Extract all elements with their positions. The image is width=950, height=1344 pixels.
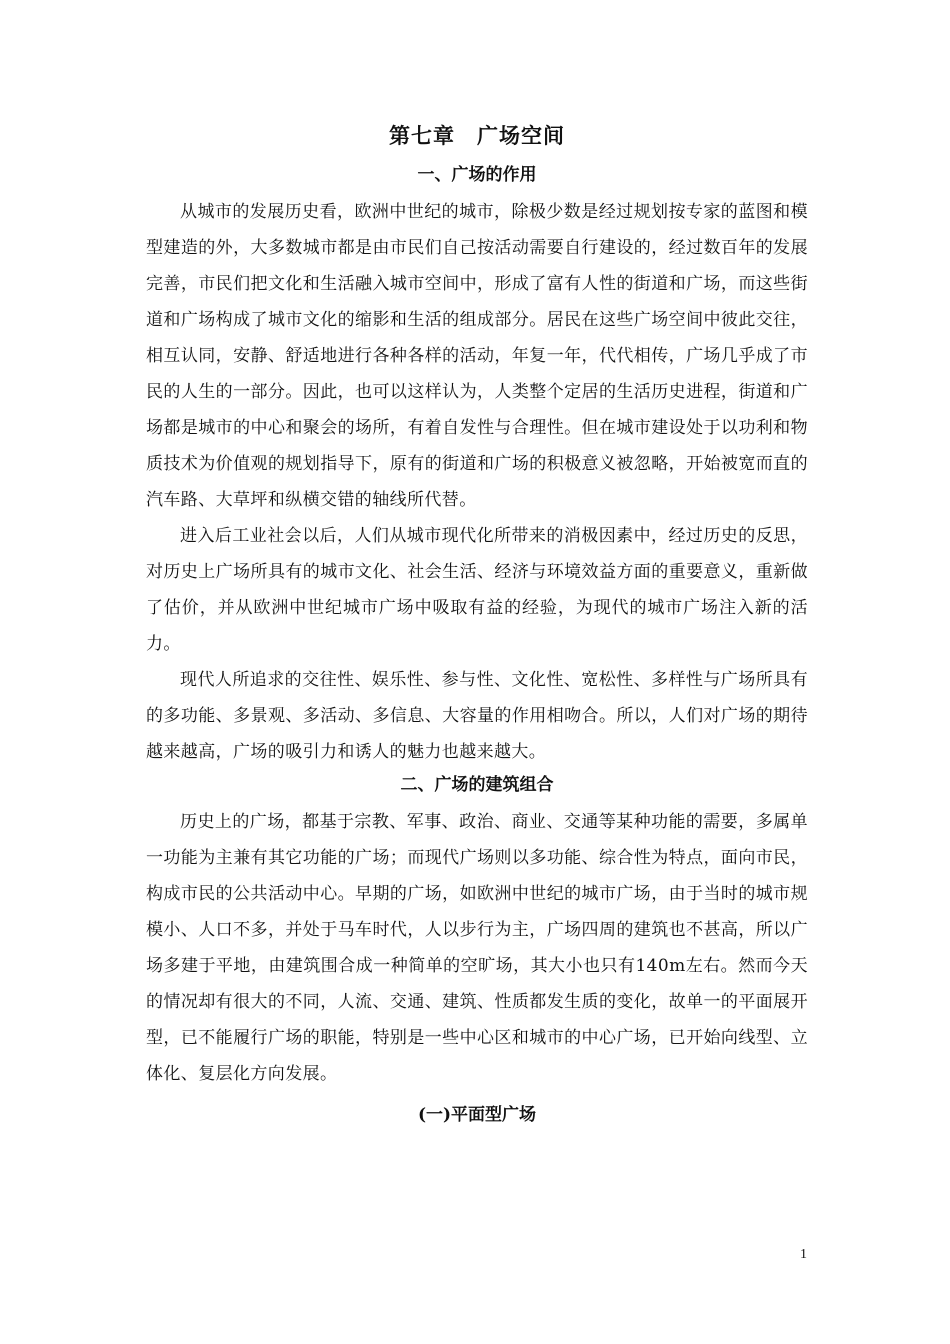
page-number: 1 bbox=[800, 1247, 807, 1262]
section-title-1: 一、广场的作用 bbox=[417, 165, 537, 185]
section-title-2: 二、广场的建筑组合 bbox=[400, 775, 554, 795]
document-page bbox=[146, 120, 808, 1130]
paragraph-2: 进入后工业社会以后，人们从城市现代化所带来的消极因素中，经过历史的反思，对历史上广场所具有的城市文化、社会生活、经济与环境效益方面的重要意义，重新做了估价，并从欧洲中世纪城市广场中吸取有益的经验，为现代的城市广场注入新的活力。 bbox=[146, 526, 808, 654]
paragraph-4: 历史上的广场，都基于宗教、军事、政治、商业、交通等某种功能的需要，多属单一功能为主兼有其它功能的广场；而现代广场则以多功能、综合性为特点，面向市民，构成市民的公共活动中心。早期的广场，如欧洲中世纪的城市广场，由于当时的城市规模小、人口不多，并处于马车时代，人以步行为主，广场四周的建筑也不甚高，所以广场多建于平地，由建筑围合成一种简单的空旷场，其大小也只有140m左右。然而今天的情况却有很大的不同，人流、交通、建筑、性质都发生质的变化，故单一的平面展开型，已不能履行广场的职能，特别是一些中心区和城市的中心广场，已开始向线型、立体化、复层化方向发展。 bbox=[146, 812, 808, 1084]
subsection-title: (一)平面型广场 bbox=[417, 1105, 537, 1125]
chapter-title: 第七章 广场空间 bbox=[389, 123, 565, 148]
paragraph-1: 从城市的发展历史看，欧洲中世纪的城市，除极少数是经过规划按专家的蓝图和模型建造的外，大多数城市都是由市民们自己按活动需要自行建设的，经过数百年的发展完善，市民们把文化和生活融入城市空间中，形成了富有人性的街道和广场，而这些街道和广场构成了城市文化的缩影和生活的组成部分。居民在这些广场空间中彼此交往，相互认同，安静、舒适地进行各种各样的活动，年复一年，代代相传，广场几乎成了市民的人生的一部分。因此，也可以这样认为，人类整个定居的生活历史进程，街道和广场都是城市的中心和聚会的场所，有着自发性与合理性。但在城市建设处于以功利和物质技术为价值观的规划指导下，原有的街道和广场的积极意义被忽略，开始被宽而直的汽车路、大草坪和纵横交错的轴线所代替。 bbox=[146, 202, 808, 510]
paragraph-3: 现代人所追求的交往性、娱乐性、参与性、文化性、宽松性、多样性与广场所具有的多功能、多景观、多活动、多信息、大容量的作用相吻合。所以，人们对广场的期待越来越高，广场的吸引力和诱人的魅力也越来越大。 bbox=[146, 670, 808, 762]
